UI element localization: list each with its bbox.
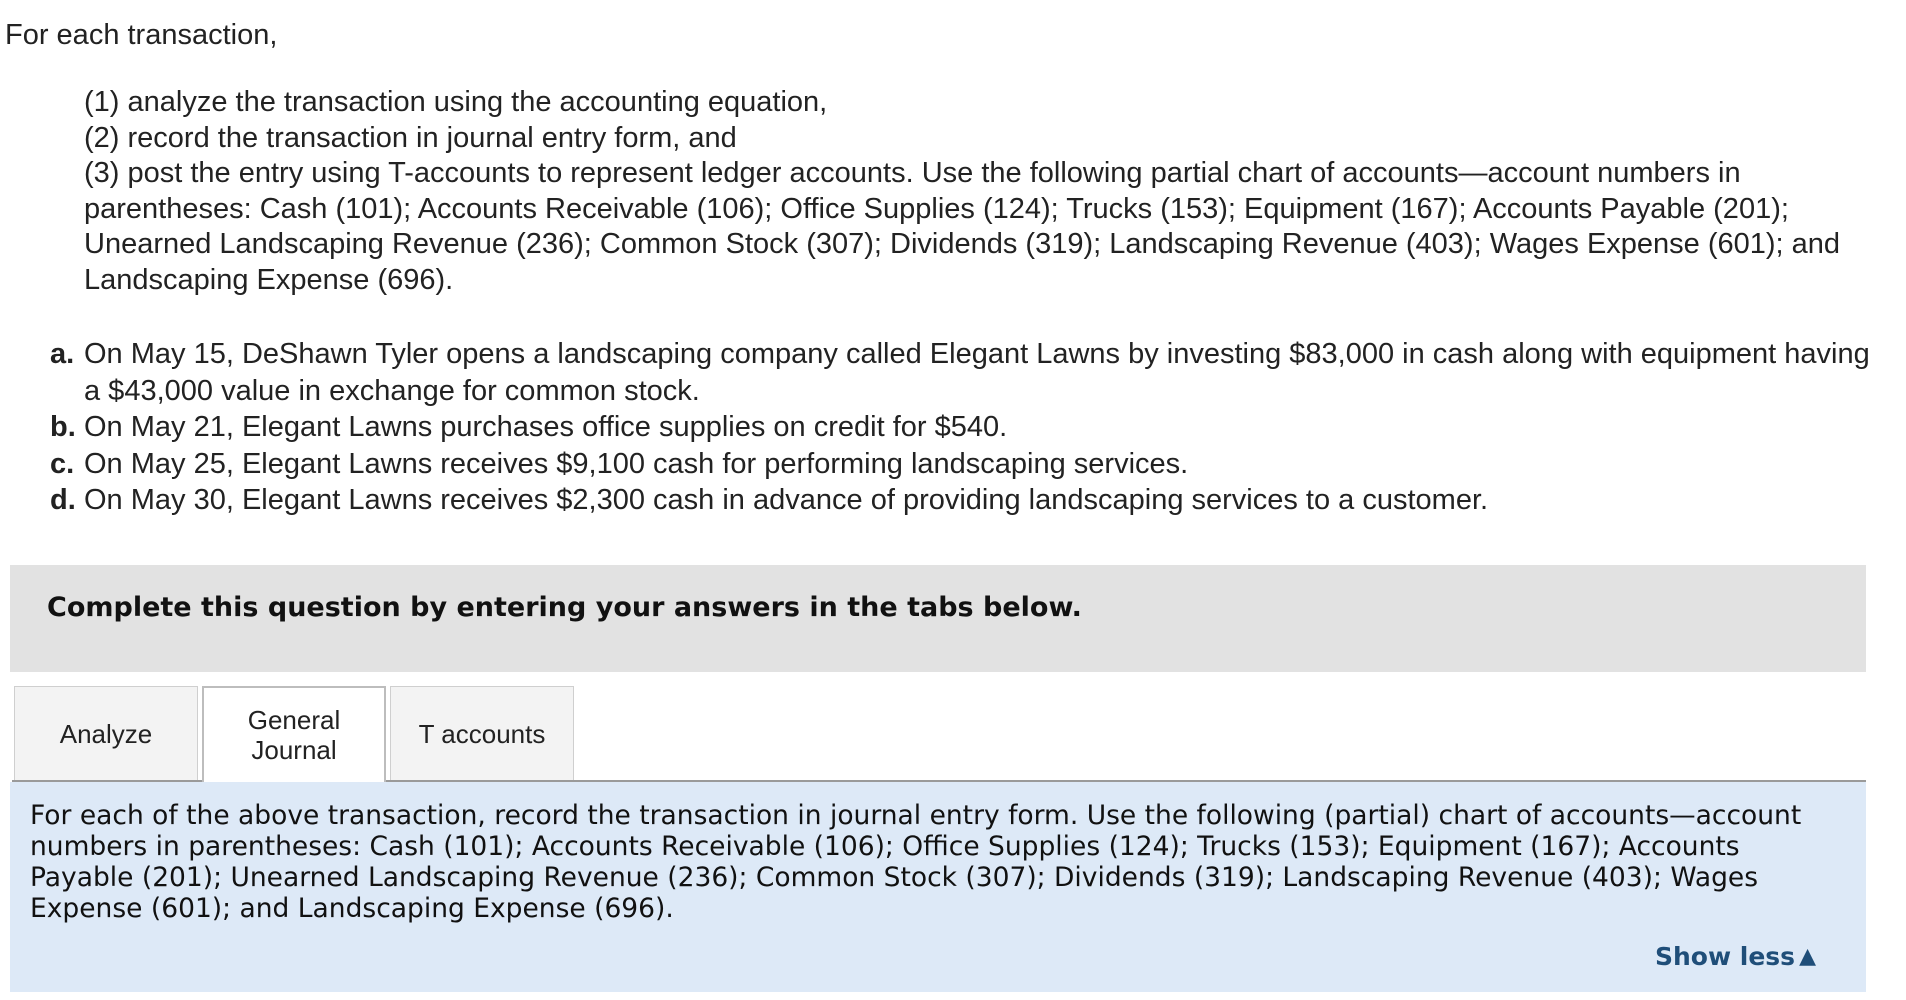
- tab-label-line: General: [247, 705, 341, 735]
- tab-label-line: Journal: [251, 735, 337, 765]
- step-record: (2) record the transaction in journal entry form, and: [84, 121, 737, 154]
- instruction-steps: [84, 85, 1899, 298]
- transaction-item: [50, 409, 1880, 446]
- tab-instruction-panel: [10, 782, 1866, 992]
- question-intro: For each transaction,: [5, 19, 278, 51]
- tab-analyze[interactable]: [14, 686, 198, 780]
- transaction-item: [50, 446, 1880, 483]
- transaction-letter: d.: [50, 484, 76, 516]
- transaction-text: On May 21, Elegant Lawns purchases office supplies on credit for $540.: [84, 411, 1008, 443]
- instruction-bar-label: Complete this question by entering your answers in the tabs below.: [47, 592, 1082, 623]
- transaction-list: [50, 336, 1880, 519]
- step-post: (3) post the entry using T-accounts to represent ledger accounts. Use the following partial chart of accounts—account numbers in parentheses: Cash (101); Accounts Receivable (106); Office Supplies (124); Trucks (153); Equipment (167); Accounts Payable (201); Unearned Landscaping Revenue (236); Common Stock (307); Dividends (319); Landscaping Revenue (403); Wages Expense (601); and Landscaping Expense (696).: [84, 157, 1841, 296]
- triangle-up-icon: ▲: [1799, 944, 1816, 969]
- transaction-text: On May 15, DeShawn Tyler opens a landscaping company called Elegant Lawns by investing $83,000 in cash along with equipment having a $43,000 value in exchange for common stock.: [84, 338, 1870, 407]
- tab-t-accounts-label: T accounts: [418, 718, 546, 749]
- instruction-bar: [10, 565, 1866, 672]
- transaction-letter: a.: [50, 338, 75, 370]
- transaction-text: On May 25, Elegant Lawns receives $9,100 cash for performing landscaping services.: [84, 447, 1189, 480]
- transaction-letter: b.: [50, 411, 76, 443]
- show-less-label: Show less: [1655, 942, 1796, 971]
- tab-analyze-label: Analyze: [59, 718, 153, 749]
- transaction-item: [50, 336, 1880, 409]
- tab-general-journal-label: [248, 705, 341, 765]
- step-analyze: (1) analyze the transaction using the accounting equation,: [84, 86, 828, 118]
- transaction-text: On May 30, Elegant Lawns receives $2,300 cash in advance of providing landscaping services to a customer.: [84, 484, 1489, 516]
- tab-t-accounts[interactable]: [390, 686, 574, 780]
- show-less-button[interactable]: [1655, 942, 1816, 971]
- panel-description: For each of the above transaction, record the transaction in journal entry form. Use the following (partial) chart of accounts—account numbers in parentheses: Cash (101); Accounts Receivable (106); Office Supplies (124); Trucks (153); Equipment (167); Accounts Payable (201); Unearned Landscaping Revenue (236); Common Stock (307); Dividends (319); Landscaping Revenue (403); Wages Expense (601); and Landscaping Expense (696).: [30, 800, 1802, 924]
- transaction-item: [50, 482, 1880, 519]
- transaction-letter: c.: [50, 447, 75, 480]
- tab-general-journal[interactable]: [202, 686, 386, 782]
- answer-tabs: [14, 686, 578, 782]
